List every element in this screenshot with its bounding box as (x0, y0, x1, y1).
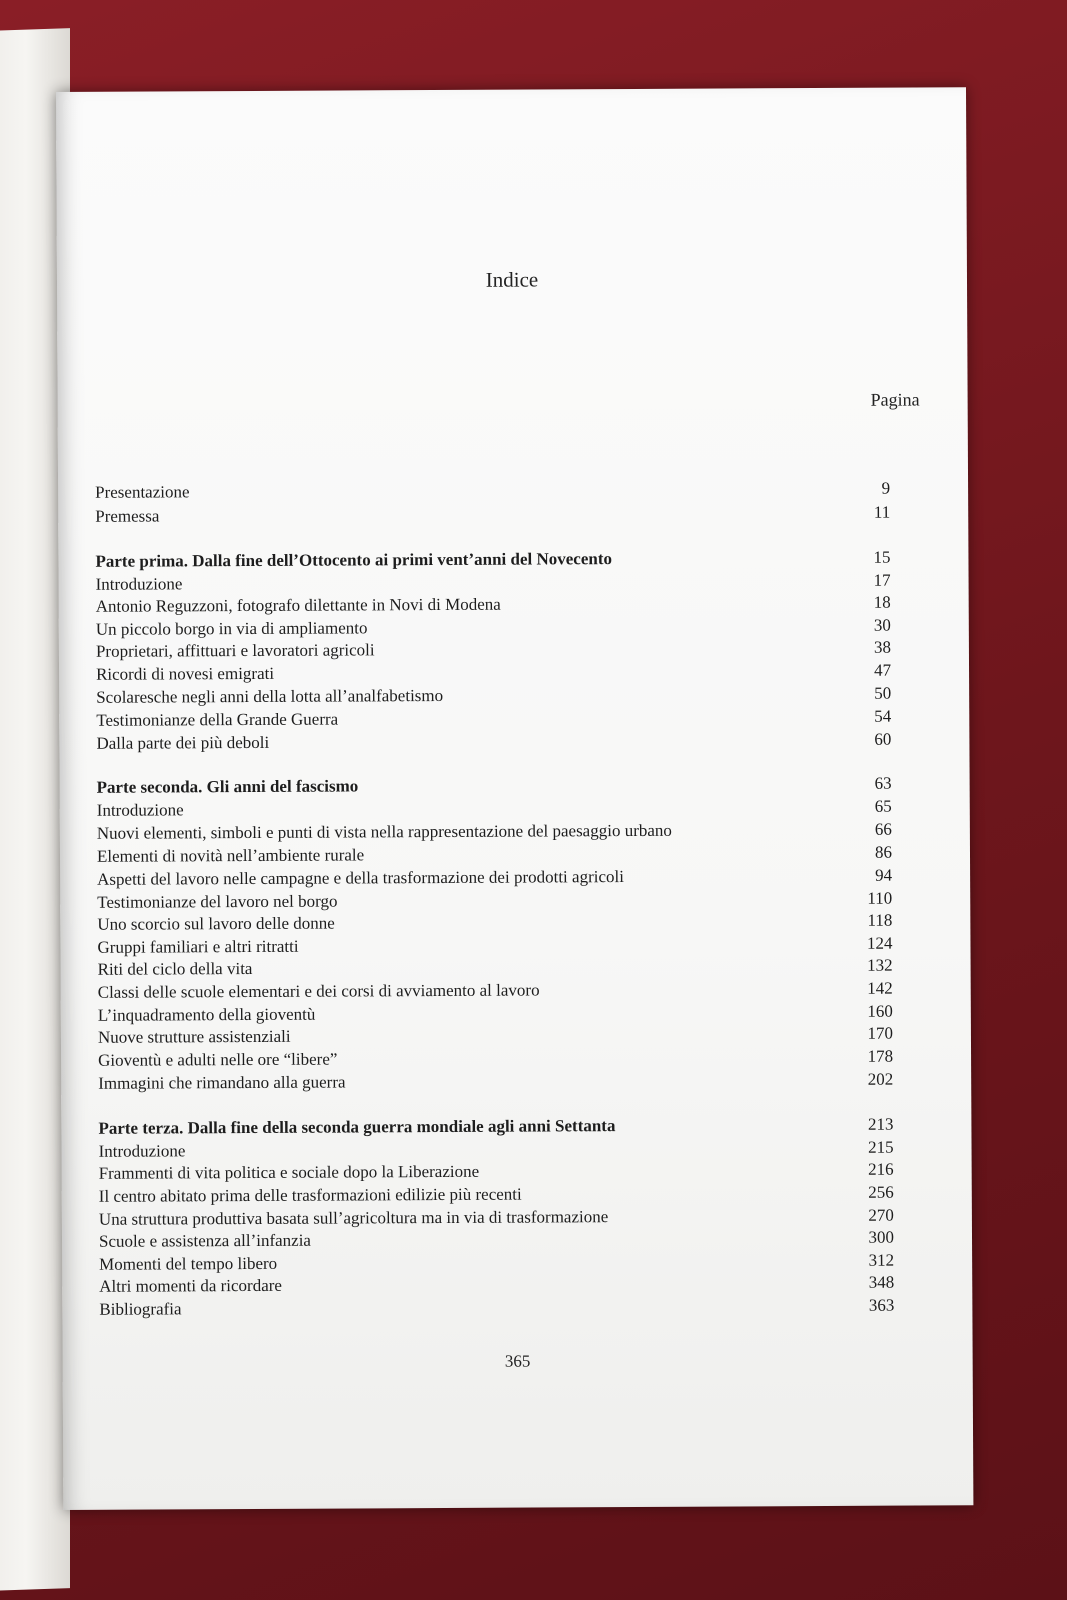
toc-entry-page: 17 (873, 570, 891, 590)
toc-entry (97, 909, 922, 935)
toc-entry (95, 477, 920, 503)
toc-entry-title: Il centro abitato prima delle trasformazioni edilizie più recenti (98, 1184, 522, 1206)
toc-entry-page: 30 (873, 615, 891, 635)
toc-part-heading (95, 546, 920, 572)
toc-entry-title: Testimonianze della Grande Guerra (96, 709, 339, 730)
toc-entry-page: 63 (874, 773, 892, 793)
toc-entry-page: 11 (873, 502, 891, 522)
toc-entry-title: Gioventù e adulti nelle ore “libere” (98, 1049, 338, 1070)
toc-entry-title: Introduzione (96, 800, 184, 820)
toc-entry-page: 270 (868, 1205, 894, 1225)
toc-entry (98, 977, 923, 1003)
toc-entry-title: Scuole e assistenza all’infanzia (98, 1230, 312, 1251)
toc-entry-page: 124 (866, 933, 893, 953)
toc-entry-page: 312 (868, 1250, 895, 1270)
toc-entry-title: Ricordi di novesi emigrati (95, 663, 275, 684)
toc-part-heading (97, 772, 922, 798)
toc-entry-page: 47 (873, 660, 892, 680)
toc-entry (98, 1068, 923, 1094)
toc-entry (96, 682, 921, 708)
toc-entry-page: 38 (873, 637, 891, 657)
toc-entry-title: Introduzione (95, 574, 183, 594)
toc-entry-page: 202 (867, 1069, 894, 1089)
toc-entry-title: Presentazione (95, 482, 190, 502)
toc-entry-page: 50 (874, 683, 892, 703)
toc-entry-page: 348 (868, 1272, 895, 1292)
toc-entry (98, 1022, 923, 1048)
toc-entry-title: L’inquadramento della gioventù (97, 1004, 316, 1025)
toc-entry-page: 363 (868, 1295, 895, 1315)
toc-entry-title: Gruppi familiari e altri ritratti (97, 936, 299, 957)
toc-entry-title: Elementi di novità nell’ambiente rurale (96, 845, 365, 866)
toc-entry (97, 841, 922, 867)
toc-entry-title: Classi delle scuole elementari e dei corsi di avviamento al lavoro (97, 980, 540, 1002)
toc-entry (95, 501, 920, 527)
toc-entry (99, 1294, 924, 1320)
toc-entry-page: 142 (867, 978, 893, 998)
toc-entry-title: Bibliografia (99, 1299, 182, 1319)
toc-entry (97, 818, 922, 844)
toc-part-heading (98, 1113, 923, 1139)
toc-entry-title: Parte seconda. Gli anni del fascismo (96, 776, 359, 797)
toc-entry-title: Dalla parte dei più deboli (96, 732, 270, 753)
toc-entry-title: Una struttura produttiva basata sull’agricoltura ma in via di trasformazione (98, 1207, 609, 1229)
toc-entry-page: 15 (873, 547, 891, 567)
toc-entry-page: 65 (874, 796, 892, 816)
toc-entry-page: 216 (868, 1159, 894, 1179)
toc-entry-title: Frammenti di vita politica e sociale dopo la Liberazione (98, 1161, 480, 1183)
toc-entry-title: Immagini che rimandano alla guerra (98, 1072, 346, 1093)
toc-entry-title: Aspetti del lavoro nelle campagne e della trasformazione dei prodotti agricoli (97, 867, 624, 889)
toc-entry (96, 659, 921, 685)
toc-entry-page: 160 (867, 1001, 893, 1021)
toc-entry-title: Nuove strutture assistenziali (97, 1026, 291, 1047)
toc-entry-title: Uno scorcio sul lavoro delle donne (97, 913, 335, 934)
toc-entry-page: 215 (867, 1137, 894, 1157)
toc-entry-page: 178 (867, 1046, 894, 1066)
toc-entry (98, 954, 923, 980)
toc-entry-title: Nuovi elementi, simboli e punti di vista nella rappresentazione del paesaggio urbano (96, 820, 672, 843)
toc-entry-title: Parte prima. Dalla fine dell’Ottocento ai primi vent’anni del Novecento (95, 549, 613, 571)
toc-entry-page: 132 (867, 955, 893, 975)
page-number: 365 (504, 1351, 531, 1371)
toc-entry-page: 110 (867, 888, 893, 908)
toc-entry (96, 705, 921, 731)
toc-entry-title: Testimonianze del lavoro nel borgo (97, 891, 338, 912)
toc-entry-page: 300 (868, 1227, 895, 1247)
toc-entry (99, 1158, 924, 1184)
toc-entry-title: Parte terza. Dalla fine della seconda guerra mondiale agli anni Settanta (98, 1116, 616, 1138)
toc-entry-title: Momenti del tempo libero (99, 1253, 278, 1274)
toc-entry-page: 170 (867, 1023, 893, 1043)
toc-entry-page: 256 (868, 1182, 894, 1202)
toc-entry-title: Un piccolo borgo in via di ampliamento (95, 618, 368, 639)
toc-entry-page: 94 (875, 865, 893, 885)
toc-entry-page: 66 (874, 819, 892, 839)
toc-entry (97, 864, 922, 890)
page-title: Indice (485, 267, 539, 292)
toc-entry-title: Proprietari, affittuari e lavoratori agricoli (95, 640, 375, 661)
toc-entry (97, 795, 922, 821)
toc-entry-title: Scolaresche negli anni della lotta all’analfabetismo (96, 685, 444, 707)
toc-entry-page: 60 (874, 729, 892, 749)
toc-entry-title: Antonio Reguzzoni, fotografo dilettante in Novi di Modena (95, 594, 501, 616)
toc-entry (98, 1045, 923, 1071)
toc-entry-title: Premessa (95, 506, 160, 526)
toc-entry-title: Introduzione (98, 1141, 186, 1161)
toc-entry-page: 18 (873, 592, 891, 612)
toc-entry-page: 118 (867, 910, 893, 930)
toc-entry-page: 213 (867, 1114, 894, 1134)
toc-entry (96, 728, 921, 754)
toc-entry (96, 636, 921, 662)
book-page (56, 87, 973, 1510)
toc-entry-page: 54 (874, 706, 892, 726)
toc-entry (96, 591, 921, 617)
toc-entry (99, 1181, 924, 1207)
toc-entry (99, 1271, 924, 1297)
toc-entry (99, 1226, 924, 1252)
toc-entry-page: 9 (881, 478, 891, 498)
page-column-header: Pagina (870, 389, 920, 410)
toc-entry-page: 86 (874, 842, 893, 862)
toc-entry-title: Riti del ciclo della vita (97, 958, 253, 979)
toc-entry-title: Altri momenti da ricordare (99, 1275, 282, 1296)
